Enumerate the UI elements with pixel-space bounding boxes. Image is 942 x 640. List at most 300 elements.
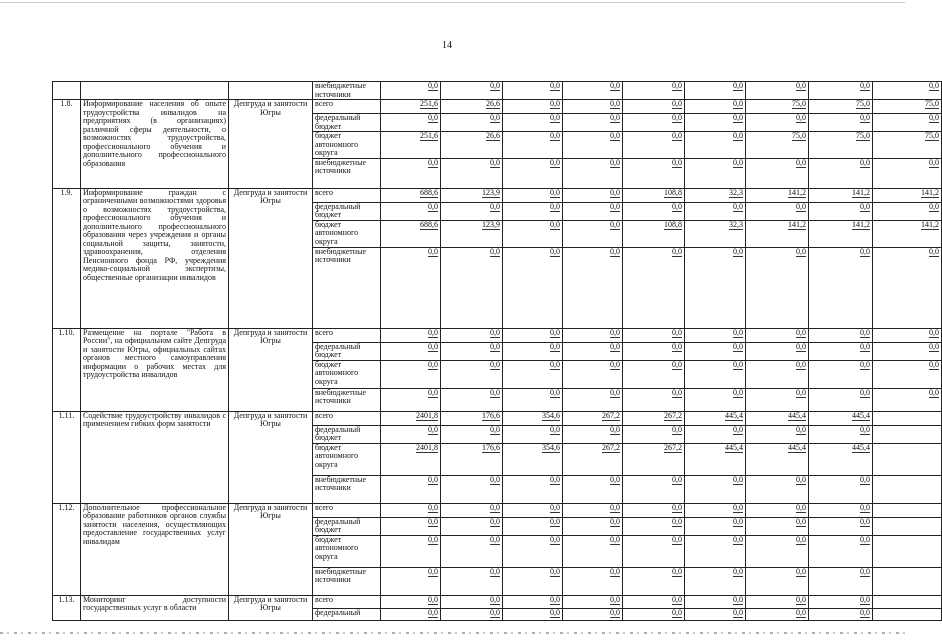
amount-cell (873, 82, 942, 100)
amount-cell (873, 388, 942, 411)
amount-value: 0,0 (610, 187, 620, 197)
amount-value: 0,0 (929, 359, 939, 369)
amount-cell (623, 567, 685, 595)
item-number: 1.12. (53, 503, 81, 595)
amount-cell (503, 517, 563, 535)
amount-value: 0,0 (490, 246, 500, 256)
amount-cell (381, 247, 441, 328)
amount-cell (623, 425, 685, 443)
amount-value: 0,0 (550, 113, 560, 122)
amount-cell (623, 82, 685, 100)
amount-cell (441, 158, 503, 188)
amount-value: 0,0 (428, 474, 438, 484)
amount-value: 0,0 (860, 327, 870, 337)
amount-value: 445,4 (852, 442, 870, 452)
amount-value: 176,6 (482, 410, 500, 420)
amount-cell (873, 595, 942, 608)
amount-value: 0,0 (550, 201, 560, 211)
amount-value: 0,0 (610, 474, 620, 484)
amount-value: 0,0 (860, 341, 870, 351)
amount-cell (685, 132, 746, 159)
amount-value: 0,0 (796, 594, 806, 604)
amount-cell (873, 411, 942, 425)
amount-value: 0,0 (796, 113, 806, 122)
amount-value: 0,0 (550, 327, 560, 337)
amount-cell (563, 595, 623, 608)
amount-value: 0,0 (860, 201, 870, 211)
amount-cell (685, 475, 746, 503)
amount-cell (381, 425, 441, 443)
amount-value: 0,0 (428, 424, 438, 434)
item-executor: Депгруда и занятости Югры (229, 595, 313, 620)
amount-cell (685, 158, 746, 188)
amount-cell (441, 247, 503, 328)
amount-cell (381, 188, 441, 202)
amount-value: 0,0 (550, 474, 560, 484)
amount-cell (503, 608, 563, 620)
table-row (53, 188, 942, 202)
amount-cell (623, 608, 685, 620)
amount-value: 0,0 (796, 516, 806, 526)
amount-cell (746, 567, 809, 595)
amount-cell (809, 443, 873, 475)
amount-cell (873, 517, 942, 535)
amount-value: 75,0 (792, 99, 806, 108)
amount-value: 0,0 (860, 387, 870, 397)
amount-value: 0,0 (490, 387, 500, 397)
amount-value: 0,0 (610, 157, 620, 167)
amount-cell (503, 188, 563, 202)
amount-value: 0,0 (796, 327, 806, 337)
amount-value: 0,0 (428, 387, 438, 397)
item-description: Размещение на портале "Работа в России", на официальном сайте Депгруда и занятости Югры, официальных сайтах органов местного самоуправления информации о рабочих местах для трудоустройства инвалидов (81, 328, 229, 411)
amount-value: 75,0 (792, 131, 806, 140)
amount-value: 0,0 (672, 246, 682, 256)
amount-value: 0,0 (428, 81, 438, 90)
amount-value: 0,0 (733, 131, 743, 140)
amount-cell (441, 567, 503, 595)
amount-cell (685, 360, 746, 388)
amount-cell (746, 443, 809, 475)
amount-cell (563, 360, 623, 388)
amount-value: 0,0 (610, 534, 620, 544)
amount-cell (623, 535, 685, 567)
amount-cell (746, 220, 809, 247)
item-executor: Депгруда и занятости Югры (229, 503, 313, 595)
item-number: 1.13. (53, 595, 81, 620)
funding-source: бюджет автономного округа (313, 220, 381, 247)
funding-source: бюджет автономного округа (313, 360, 381, 388)
amount-cell (563, 425, 623, 443)
funding-source: всего (313, 188, 381, 202)
amount-cell (441, 100, 503, 114)
amount-cell (381, 82, 441, 100)
amount-value: 0,0 (490, 201, 500, 211)
amount-cell (441, 328, 503, 342)
amount-cell (685, 567, 746, 595)
amount-cell (623, 100, 685, 114)
table-row (53, 411, 942, 425)
amount-cell (441, 132, 503, 159)
amount-cell (809, 114, 873, 132)
amount-cell (441, 188, 503, 202)
funding-source: внебюджетные источники (313, 388, 381, 411)
amount-cell (809, 82, 873, 100)
amount-cell (441, 114, 503, 132)
amount-cell (809, 132, 873, 159)
item-number: 1.9. (53, 188, 81, 328)
funding-source: внебюджетные источники (313, 567, 381, 595)
amount-value: 688,6 (420, 187, 438, 197)
amount-cell (503, 202, 563, 220)
amount-value: 0,0 (610, 424, 620, 434)
amount-value: 0,0 (860, 502, 870, 512)
amount-cell (503, 567, 563, 595)
amount-value: 267,2 (664, 410, 682, 420)
amount-value: 0,0 (733, 387, 743, 397)
amount-value: 0,0 (796, 341, 806, 351)
item-description: Содействие трудоустройству инвалидов с применением гибких форм занятости (81, 411, 229, 503)
amount-cell (873, 132, 942, 159)
amount-value: 267,2 (602, 410, 620, 420)
amount-cell (381, 443, 441, 475)
amount-cell (381, 220, 441, 247)
amount-value: 0,0 (733, 157, 743, 167)
amount-value: 0,0 (550, 187, 560, 197)
amount-cell (503, 411, 563, 425)
amount-cell (503, 425, 563, 443)
amount-value: 0,0 (610, 387, 620, 397)
amount-value: 0,0 (672, 359, 682, 369)
amount-cell (685, 328, 746, 342)
amount-cell (623, 360, 685, 388)
amount-value: 0,0 (860, 607, 870, 617)
amount-value: 0,0 (929, 113, 939, 122)
amount-value: 0,0 (610, 516, 620, 526)
amount-value: 0,0 (672, 594, 682, 604)
amount-value: 0,0 (550, 594, 560, 604)
amount-value: 0,0 (490, 516, 500, 526)
amount-cell (623, 388, 685, 411)
amount-value: 0,0 (733, 566, 743, 576)
item-number: 1.10. (53, 328, 81, 411)
amount-cell (746, 188, 809, 202)
amount-value: 26,6 (486, 99, 500, 108)
amount-value: 0,0 (672, 99, 682, 108)
funding-source: федеральный бюджет (313, 425, 381, 443)
amount-cell (873, 608, 942, 620)
amount-value: 0,0 (550, 99, 560, 108)
amount-cell (809, 475, 873, 503)
amount-cell (685, 82, 746, 100)
amount-value: 141,2 (921, 187, 939, 197)
amount-value: 0,0 (610, 131, 620, 140)
amount-cell (441, 202, 503, 220)
amount-value: 0,0 (733, 534, 743, 544)
amount-cell (685, 411, 746, 425)
amount-value: 0,0 (490, 607, 500, 617)
amount-value: 0,0 (929, 201, 939, 211)
amount-cell (381, 475, 441, 503)
amount-cell (623, 247, 685, 328)
amount-cell (623, 202, 685, 220)
amount-value: 0,0 (490, 424, 500, 434)
amount-value: 0,0 (860, 424, 870, 434)
amount-cell (685, 503, 746, 517)
budget-table (52, 81, 942, 621)
funding-source: федеральный бюджет (313, 202, 381, 220)
amount-value: 75,0 (925, 131, 939, 140)
amount-cell (381, 388, 441, 411)
amount-value: 0,0 (796, 359, 806, 369)
amount-value: 0,0 (610, 219, 620, 229)
amount-cell (873, 328, 942, 342)
amount-value: 0,0 (860, 566, 870, 576)
funding-source: федеральный бюджет (313, 342, 381, 360)
amount-value: 0,0 (610, 594, 620, 604)
amount-value: 0,0 (796, 424, 806, 434)
table-row (53, 100, 942, 114)
amount-value: 251,6 (420, 99, 438, 108)
amount-value: 0,0 (428, 594, 438, 604)
amount-cell (563, 220, 623, 247)
amount-cell (685, 535, 746, 567)
amount-value: 0,0 (733, 327, 743, 337)
amount-cell (746, 475, 809, 503)
amount-value: 0,0 (610, 201, 620, 211)
amount-value: 0,0 (672, 113, 682, 122)
item-description: Дополнительное профессиональное образование работников органов службы занятости населения, осуществляющих предоставление государственных услуг инвалидам (81, 503, 229, 595)
amount-cell (873, 114, 942, 132)
amount-value: 0,0 (796, 157, 806, 167)
amount-cell (685, 114, 746, 132)
amount-value: 0,0 (490, 81, 500, 90)
funding-source: федеральный бюджет (313, 517, 381, 535)
amount-cell (563, 114, 623, 132)
amount-cell (809, 425, 873, 443)
amount-cell (503, 114, 563, 132)
amount-cell (563, 388, 623, 411)
amount-value: 0,0 (733, 99, 743, 108)
amount-cell (441, 608, 503, 620)
amount-cell (441, 388, 503, 411)
amount-cell (503, 388, 563, 411)
amount-value: 0,0 (610, 113, 620, 122)
amount-value: 0,0 (672, 327, 682, 337)
amount-cell (381, 595, 441, 608)
table-row (53, 328, 942, 342)
amount-cell (441, 220, 503, 247)
amount-cell (873, 100, 942, 114)
amount-cell (685, 517, 746, 535)
amount-cell (873, 443, 942, 475)
amount-value: 0,0 (490, 327, 500, 337)
amount-value: 0,0 (550, 502, 560, 512)
amount-cell (809, 202, 873, 220)
amount-value: 0,0 (428, 327, 438, 337)
amount-value: 0,0 (733, 246, 743, 256)
amount-cell (746, 411, 809, 425)
amount-cell (873, 247, 942, 328)
amount-cell (746, 360, 809, 388)
funding-source: внебюджетные источники (313, 158, 381, 188)
amount-value: 0,0 (929, 327, 939, 337)
amount-value: 0,0 (550, 607, 560, 617)
amount-cell (441, 342, 503, 360)
funding-source: бюджет автономного округа (313, 443, 381, 475)
amount-value: 0,0 (672, 607, 682, 617)
amount-cell (746, 247, 809, 328)
amount-cell (563, 188, 623, 202)
amount-cell (685, 425, 746, 443)
amount-value: 267,2 (664, 442, 682, 452)
amount-value: 251,6 (420, 131, 438, 140)
amount-cell (381, 132, 441, 159)
amount-value: 0,0 (860, 474, 870, 484)
amount-cell (685, 595, 746, 608)
amount-cell (746, 82, 809, 100)
item-number: 1.11. (53, 411, 81, 503)
table-row (53, 595, 942, 608)
amount-value: 0,0 (610, 327, 620, 337)
amount-cell (623, 220, 685, 247)
amount-value: 0,0 (490, 359, 500, 369)
amount-cell (809, 535, 873, 567)
amount-value: 141,2 (852, 219, 870, 229)
amount-value: 0,0 (610, 81, 620, 90)
amount-value: 0,0 (860, 594, 870, 604)
amount-value: 176,6 (482, 442, 500, 452)
amount-value: 0,0 (929, 246, 939, 256)
amount-value: 0,0 (550, 387, 560, 397)
amount-value: 0,0 (929, 341, 939, 351)
amount-cell (563, 443, 623, 475)
amount-value: 445,4 (788, 442, 806, 452)
amount-cell (381, 608, 441, 620)
amount-value: 141,2 (788, 187, 806, 197)
amount-cell (685, 247, 746, 328)
amount-cell (503, 100, 563, 114)
amount-cell (685, 100, 746, 114)
amount-value: 0,0 (672, 474, 682, 484)
amount-value: 0,0 (672, 201, 682, 211)
amount-value: 0,0 (610, 566, 620, 576)
amount-value: 26,6 (486, 131, 500, 140)
funding-source: всего (313, 595, 381, 608)
amount-value: 0,0 (929, 157, 939, 167)
amount-value: 0,0 (860, 157, 870, 167)
amount-cell (746, 158, 809, 188)
amount-value: 0,0 (428, 566, 438, 576)
amount-cell (563, 567, 623, 595)
amount-cell (503, 328, 563, 342)
amount-value: 0,0 (550, 246, 560, 256)
amount-value: 0,0 (428, 201, 438, 211)
amount-cell (503, 595, 563, 608)
amount-cell (503, 247, 563, 328)
amount-cell (563, 82, 623, 100)
amount-value: 0,0 (428, 534, 438, 544)
amount-value: 688,6 (420, 219, 438, 229)
amount-value: 32,3 (729, 187, 743, 197)
amount-value: 0,0 (610, 359, 620, 369)
amount-value: 0,0 (672, 157, 682, 167)
amount-cell (809, 503, 873, 517)
amount-cell (381, 411, 441, 425)
amount-value: 0,0 (428, 359, 438, 369)
amount-cell (746, 132, 809, 159)
amount-value: 141,2 (788, 219, 806, 229)
amount-value: 445,4 (725, 410, 743, 420)
amount-value: 0,0 (733, 201, 743, 211)
amount-cell (809, 411, 873, 425)
amount-value: 0,0 (610, 246, 620, 256)
amount-cell (381, 114, 441, 132)
amount-value: 0,0 (860, 359, 870, 369)
amount-cell (503, 342, 563, 360)
amount-value: 0,0 (550, 219, 560, 229)
amount-cell (809, 567, 873, 595)
amount-value: 75,0 (925, 99, 939, 108)
amount-cell (623, 517, 685, 535)
amount-cell (809, 220, 873, 247)
amount-cell (503, 535, 563, 567)
amount-value: 0,0 (733, 424, 743, 434)
amount-cell (503, 220, 563, 247)
amount-value: 0,0 (672, 516, 682, 526)
amount-cell (809, 342, 873, 360)
amount-value: 0,0 (796, 387, 806, 397)
amount-value: 32,3 (729, 219, 743, 229)
amount-cell (809, 388, 873, 411)
amount-value: 0,0 (550, 131, 560, 140)
amount-value: 0,0 (733, 341, 743, 351)
amount-cell (685, 188, 746, 202)
amount-value: 0,0 (796, 474, 806, 484)
amount-cell (563, 158, 623, 188)
amount-value: 0,0 (490, 157, 500, 167)
scan-bottom-noise (0, 632, 905, 634)
amount-cell (746, 517, 809, 535)
item-executor: Депгруда и занятости Югры (229, 100, 313, 189)
page-number: 14 (442, 40, 452, 51)
funding-source: внебюджетные источники (313, 247, 381, 328)
funding-source: всего (313, 100, 381, 114)
amount-cell (563, 247, 623, 328)
funding-source: федеральный (313, 608, 381, 620)
amount-value: 0,0 (428, 246, 438, 256)
amount-value: 108,8 (664, 187, 682, 197)
table-row (53, 503, 942, 517)
amount-value: 0,0 (796, 201, 806, 211)
amount-value: 0,0 (860, 516, 870, 526)
table-row (53, 82, 942, 100)
amount-cell (381, 328, 441, 342)
funding-source: внебюджетные источники (313, 82, 381, 100)
amount-value: 0,0 (428, 516, 438, 526)
item-number: 1.8. (53, 100, 81, 189)
amount-value: 267,2 (602, 442, 620, 452)
amount-cell (503, 475, 563, 503)
amount-cell (381, 202, 441, 220)
amount-value: 0,0 (428, 607, 438, 617)
amount-cell (381, 567, 441, 595)
amount-cell (685, 443, 746, 475)
amount-cell (503, 82, 563, 100)
item-description: Мониторинг доступности государственных услуг в области (81, 595, 229, 620)
item-executor: Депгруда и занятости Югры (229, 188, 313, 328)
amount-value: 0,0 (610, 341, 620, 351)
